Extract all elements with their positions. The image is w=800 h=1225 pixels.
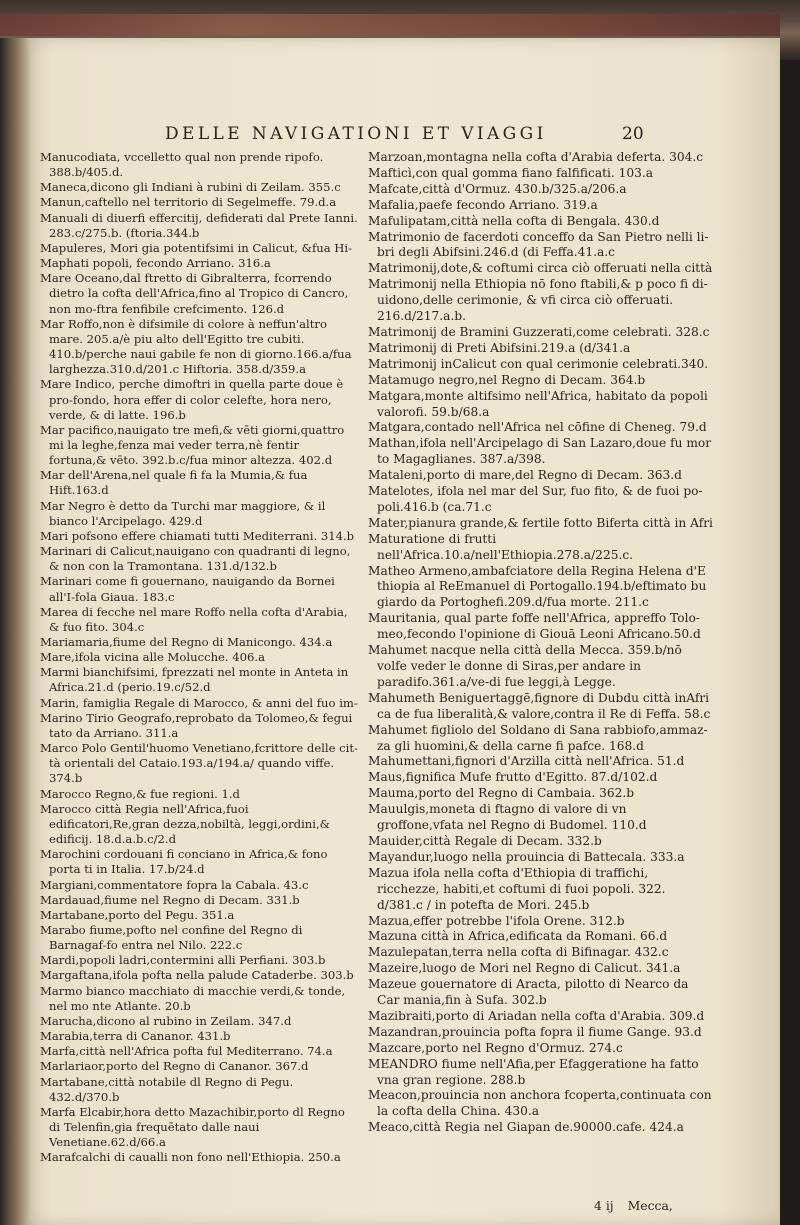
index-entry: Mar dell'Arena,nel quale fi fa la Mumia,& fua Hift.163.d xyxy=(40,468,308,498)
index-entry: Mater,pianura grande,& fertile fotto Biferta città in Afri xyxy=(368,515,713,530)
index-entry: Matelotes, ifola nel mar del Sur, fuo fito, & de fuoi po-poli.416.b (ca.71.c xyxy=(368,484,703,514)
index-entry: Matgara,contado nell'Africa nel cōfine di Cheneg. 79.d xyxy=(368,420,707,435)
index-entry: Marabia,terra di Cananor. 431.b xyxy=(40,1029,231,1044)
index-entry: Matamugo negro,nel Regno di Decam. 364.b xyxy=(368,372,646,387)
index-entry: Mapuleres, Mori gia potentifsimi in Calicut, &fua Hi- xyxy=(40,240,353,255)
index-entry: Mataleni,porto di mare,del Regno di Decam. 363.d xyxy=(368,468,682,483)
index-entry: Marafcalchi di caualli non fono nell'Ethiopia. 250.a xyxy=(40,1150,341,1165)
index-entry: Mayandur,luogo nella prouincia di Battecala. 333.a xyxy=(368,849,685,864)
index-entry: Martabane,porto del Pegu. 351.a xyxy=(40,907,235,922)
index-entry: Meaco,città Regia nel Giapan de.90000.cafe. 424.a xyxy=(368,1120,684,1135)
index-entry: Mazcare,porto nel Regno d'Ormuz. 274.c xyxy=(368,1040,623,1055)
index-entry: Marea di fecche nel mare Roffo nella cofta d'Arabia, & fuo fito. 304.c xyxy=(40,604,348,634)
index-entry: Martabane,città notabile dl Regno di Pegu. 432.d/370.b xyxy=(40,1074,294,1104)
index-entry: Mari pofsono effere chiamati tutti Mediterrani. 314.b xyxy=(40,528,355,543)
index-entry: Mazeue gouernatore di Aracta, pilotto di Nearco da Car mania,fin à Sufa. 302.b xyxy=(368,977,689,1008)
index-entry: Matrimonij de Bramini Guzzerati,come celebrati. 328.c xyxy=(368,324,710,339)
index-entry: Mauider,città Regale di Decam. 332.b xyxy=(368,833,602,848)
index-entry: Mafticì,con qual gomma fiano falfificati. 103.a xyxy=(368,165,654,180)
index-entry: Marochini cordouani fi conciano in Africa,& fono porta ti in Italia. 17.b/24.d xyxy=(40,847,328,877)
index-entry: Marfa,città nell'Africa pofta ful Mediterrano. 74.a xyxy=(40,1044,333,1059)
index-entry: Marmo bianco macchiato di macchie verdi,& tonde, nel mo nte Atlante. 20.b xyxy=(40,983,346,1013)
index-entry: Marocco città Regia nell'Africa,fuoi edificatori,Re,gran dezza,nobiltà, leggi,ordini,& edificij. 18.d.a.b.c/2.d xyxy=(40,801,330,847)
index-entry: Mardauad,fiume nel Regno di Decam. 331.b xyxy=(40,892,300,907)
index-entry: Manucodiata, vccelletto qual non prende ripofo. 388.b/405.d. xyxy=(40,150,324,180)
index-entry: Mahumeth Beniguertaggē,fignore di Dubdu città inAfri ca de fua liberalità,& valore,contra il Re di Feffa. 58.c xyxy=(368,690,711,721)
index-entry: MEANDRO fiume nell'Afia,per Efaggeratione ha fatto vna gran regione. 288.b xyxy=(368,1056,699,1087)
index-entry: Marmi bianchifsimi, fprezzati nel monte in Anteta in Africa.21.d (perio.19.c/52.d xyxy=(40,665,349,695)
index-entry: Mazibraiti,porto di Ariadan nella cofta d'Arabia. 309.d xyxy=(368,1008,705,1023)
index-entry: Mare,ifola vicina alle Molucche. 406.a xyxy=(40,650,265,665)
index-entry: Maphati popoli, fecondo Arriano. 316.a xyxy=(40,256,271,271)
index-entry: Manuali di diuerfi effercitij, defiderati dal Prete Ianni. 283.c/275.b. (ftoria.344.b xyxy=(40,210,358,240)
index-entry: Margiani,commentatore fopra la Cabala. 43.c xyxy=(40,877,309,892)
signature-mark: 4 ij xyxy=(594,1198,614,1213)
page-number: 20 xyxy=(622,124,644,144)
index-entry: Marfa Elcabir,hora detto Mazachibir,porto dl Regno di Telenfin,gia frequētato dalle naui Venetiane.62.d/66.a xyxy=(40,1104,345,1150)
index-entry: Marin, famiglia Regale di Marocco, & anni del fuo im- xyxy=(40,695,358,710)
index-column-right xyxy=(368,150,713,1136)
index-entry: Mazuna città in Africa,edificata da Romani. 66.d xyxy=(368,929,668,944)
index-entry: Maneca,dicono gli Indiani à rubini di Zeilam. 355.c xyxy=(40,180,341,195)
index-entry: Marabo fiume,pofto nel confine del Regno di Barnagaf-fo entra nel Nilo. 222.c xyxy=(40,922,303,953)
index-entry: Marzoan,montagna nella cofta d'Arabia deferta. 304.c xyxy=(368,150,704,164)
index-entry: Mauritania, qual parte foffe nell'Africa, appreffo Tolo-meo,fecondo l'opinione di Giouā Leoni Africano.50.d xyxy=(368,611,701,642)
index-entry: Matrimonio de facerdoti conceffo da San Pietro nelli li-bri degli Abifsini.246.d (di Feffa.41.a.c xyxy=(368,229,709,260)
index-entry: Mariamaria,fiume del Regno di Manicongo. 434.a xyxy=(40,635,333,649)
index-entry: Marocco Regno,& fue regioni. 1.d xyxy=(40,786,240,801)
index-entry: Mare Oceano,dal ftretto di Gibralterra, fcorrendo dietro la cofta dell'Africa,fino al Tropico di Cancro, non mo-ftra fenfibile crefcimento. 126.d xyxy=(40,271,349,316)
page-gutter-shadow xyxy=(0,38,30,1225)
index-entry: Mahumet nacque nella città della Mecca. 359.b/nō volfe veder le donne di Siras,per andare in paradifo.361.a/ve-di fue leggi,à Legge. xyxy=(368,643,682,689)
index-entry: Mardi,popoli ladri,contermini alli Perfiani. 303.b xyxy=(40,953,326,968)
index-entry: Matheo Armeno,ambafciatore della Regina Helena d'E thiopia al ReEmanuel di Portogallo.194.b/eftimato bu giardo da Portoghefi.209.d/fua morte. 211.c xyxy=(368,563,707,610)
index-entry: Marucha,dicono al rubino in Zeilam. 347.d xyxy=(40,1013,292,1028)
index-entry: Mazeire,luogo de Mori nel Regno di Calicut. 341.a xyxy=(368,961,681,976)
page-footer xyxy=(594,1198,683,1213)
index-entry: Marinari di Calicut,nauigano con quadranti di legno, & non con la Tramontana. 131.d/132.b xyxy=(40,544,351,574)
index-entry: Maturatione di frutti nell'Africa.10.a/nell'Ethiopia.278.a/225.c. xyxy=(368,531,634,562)
index-entry: Marco Polo Gentil'huomo Venetiano,fcrittore delle cit-tà orientali del Cataio.193.a/194.a/ quando viffe. 374.b xyxy=(40,741,358,786)
running-header: DELLE NAVIGATIONI ET VIAGGI xyxy=(165,124,547,144)
index-entry: Mazua ifola nella cofta d'Ethiopia di traffichi, ricchezze, habiti,et coftumi di fuoi popoli. 322. d/381.c / in potefta de Mori. 245.b xyxy=(368,865,666,912)
index-entry: Matrimonij inCalicut con qual cerimonie celebrati.340. xyxy=(368,356,709,371)
index-entry: Mar Roffo,non è difsimile di colore à neffun'altro mare. 205.a/è piu alto dell'Egitto tre cubiti. 410.b/perche naui gabile fe non di giorno.166.a/fua larghezza.310.d/201.c Hiftoria. 358.d/359.a xyxy=(40,316,352,377)
index-entry: Mazulepatan,terra nella cofta di Bifinagar. 432.c xyxy=(368,945,669,960)
book-cover-edge xyxy=(0,14,780,36)
index-entry: Mauma,porto del Regno di Cambaia. 362.b xyxy=(368,786,635,801)
index-entry: Mar pacifico,nauigato tre mefi,& vēti giorni,quattro mi la leghe,fenza mai veder terra,nè fentir fortuna,& vēto. 392.b.c/fua minor altezza. 402.d xyxy=(40,422,345,468)
index-entry: Mahumettani,fignori d'Arzilla città nell'Africa. 51.d xyxy=(368,754,685,769)
index-entry: Mazua,effer potrebbe l'ifola Orene. 312.b xyxy=(368,913,625,928)
index-entry: Marino Tirio Geografo,reprobato da Tolomeo,& fegui tato da Arriano. 311.a xyxy=(40,710,353,740)
index-entry: Mafulipatam,città nella cofta di Bengala. 430.d xyxy=(368,213,660,228)
index-entry: Maus,fignifica Mufe frutto d'Egitto. 87.d/102.d xyxy=(368,770,658,785)
index-entry: Meacon,prouincia non anchora fcoperta,continuata con la cofta della China. 430.a xyxy=(368,1088,712,1119)
index-entry: Mafalia,paefe fecondo Arriano. 319.a xyxy=(368,197,598,212)
index-entry: Mathan,ifola nell'Arcipelago di San Lazaro,doue fu mor to Magaglianes. 387.a/398. xyxy=(368,436,712,467)
index-entry: Mafcate,città d'Ormuz. 430.b/325.a/206.a xyxy=(368,181,627,196)
index-entry: Matrimonij,dote,& coftumi circa ciò offeruati nella città xyxy=(368,261,713,276)
index-entry: Matrimonij di Preti Abifsini.219.a (d/341.a xyxy=(368,340,631,355)
index-entry: Margaftana,ifola pofta nella palude Cataderbe. 303.b xyxy=(40,968,354,983)
index-entry: Manun,caftello nel territorio di Segelmeffe. 79.d.a xyxy=(40,195,337,210)
index-entry: Mahumet figliolo del Soldano di Sana rabbiofo,ammaz-za gli huomini,& della carne fi pafce. 168.d xyxy=(368,722,708,753)
index-entry: Marinari come fi gouernano, nauigando da Bornei all'I-fola Giaua. 183.c xyxy=(40,574,335,604)
index-entry: Mazandran,prouincia pofta fopra il fiume Gange. 93.d xyxy=(368,1024,702,1039)
index-entry: Mauulgis,moneta di ftagno di valore di vn groffone,vfata nel Regno di Budomel. 110.d xyxy=(368,802,647,833)
index-entry: Matgara,monte altifsimo nell'Africa, habitato da popoli valorofi. 59.b/68.a xyxy=(368,388,708,419)
index-entry: Mar Negro è detto da Turchi mar maggiore, & il bianco l'Arcipelago. 429.d xyxy=(40,498,326,528)
catchword: Mecca, xyxy=(627,1198,673,1213)
index-entry: Mare Indico, perche dimoftri in quella parte doue è pro-fondo, hora effer di color celefte, hora nero, verde, & di latte. 196.b xyxy=(40,377,344,422)
index-entry: Matrimonij nella Ethiopia nō fono ftabili,& p poco fi di-uidono,delle cerimonie, & vfi circa ciò offeruati. 216.d/217.a.b. xyxy=(368,277,708,324)
index-column-left xyxy=(40,150,358,1165)
index-entry: Marlariaor,porto del Regno di Cananor. 367.d xyxy=(40,1059,309,1074)
